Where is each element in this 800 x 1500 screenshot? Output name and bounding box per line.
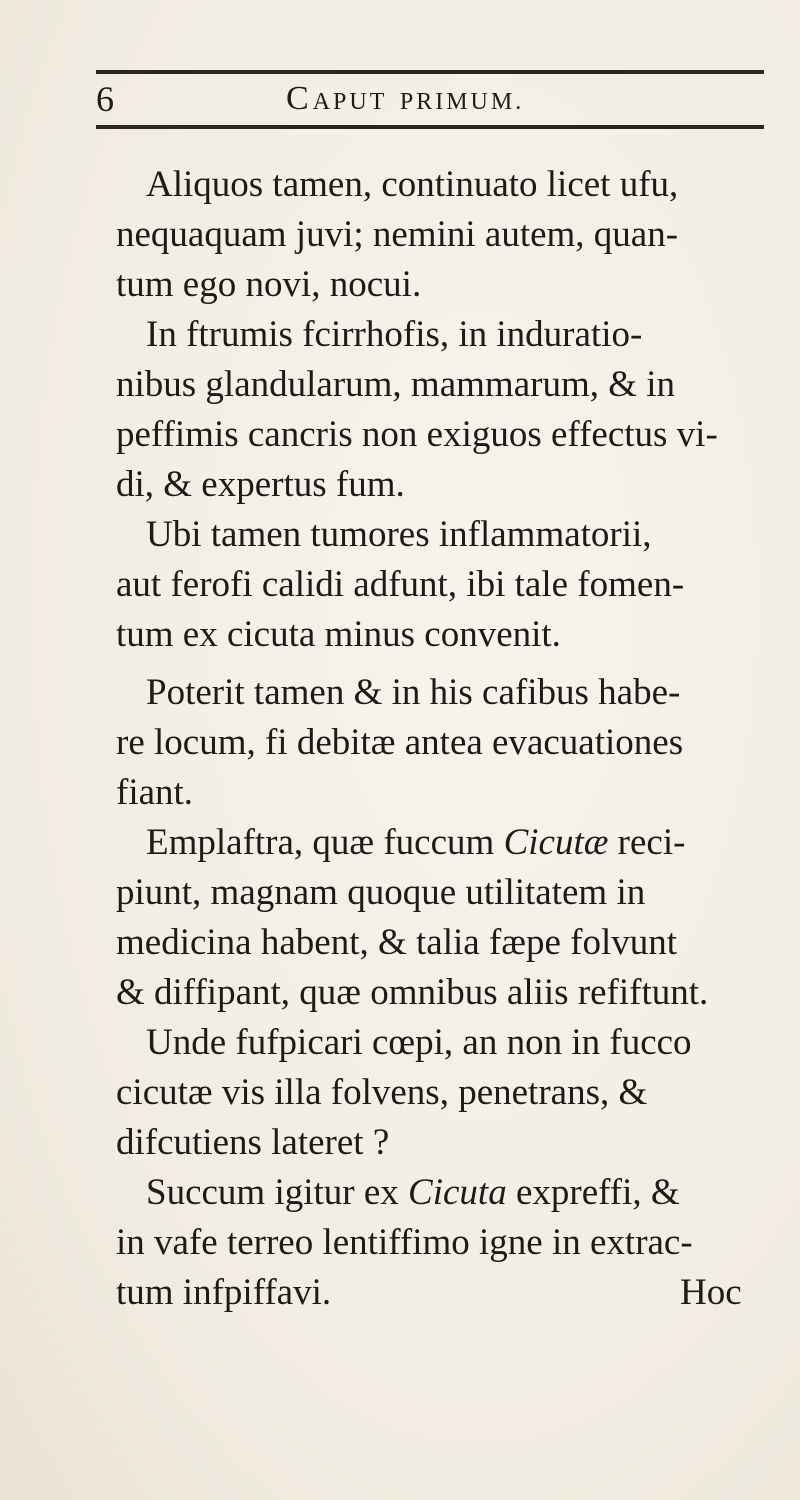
text-line: & diffipant, quæ omnibus aliis refiftunt. (116, 972, 709, 1013)
catchword: Hoc (680, 1272, 742, 1313)
text-line: tum ex cicuta minus convenit. (116, 614, 561, 655)
text-line: difcutiens lateret ? (116, 1122, 390, 1163)
text-line: di, & expertus fum. (116, 464, 405, 505)
text-line: fiant. (116, 772, 194, 813)
running-head-small: APUT (312, 89, 388, 115)
text-line (146, 818, 685, 868)
text-line (146, 1168, 680, 1218)
text-line: Aliquos tamen, continuato licet ufu, (146, 164, 679, 205)
text-line: nequaquam juvi; nemini autem, quan- (116, 214, 679, 255)
text-line: peffimis cancris non exiguos effectus vi- (116, 414, 718, 455)
text-line: Ubi tamen tumores inflammatorii, (146, 514, 652, 555)
page-header (96, 76, 764, 122)
header-rule-bottom (96, 125, 764, 129)
text-line: In ftrumis fcirrhofis, in induratio- (146, 314, 643, 355)
running-head-rest: PRIMUM. (399, 89, 525, 115)
text-line: medicina habent, & talia fæpe folvunt (116, 922, 677, 963)
text-line: piunt, magnam quoque utilitatem in (116, 872, 646, 913)
running-head (286, 76, 524, 125)
text-segment-italic: Cicuta (408, 1172, 507, 1213)
text-line: tum infpiffavi. (116, 1272, 332, 1313)
page-number: 6 (96, 79, 114, 119)
text-segment: Succum igitur ex (146, 1172, 399, 1213)
text-segment: expreffi, & (515, 1172, 680, 1213)
text-line: in vafe terreo lentiffimo igne in extrac- (116, 1222, 693, 1263)
text-line: tum ego novi, nocui. (116, 264, 422, 305)
text-line: aut ferofi calidi adfunt, ibi tale fomen- (116, 564, 685, 605)
text-line: Unde fufpicari cœpi, an non in fucco (146, 1022, 692, 1063)
text-segment: Emplaftra, quæ fuccum (146, 822, 495, 863)
running-head-initial: C (286, 80, 313, 117)
text-line: nibus glandularum, mammarum, & in (116, 364, 676, 405)
text-line: Poterit tamen & in his cafibus habe- (146, 672, 681, 713)
text-segment: reci- (617, 822, 686, 863)
header-rule-top (96, 70, 764, 74)
text-line: cicutæ vis illa folvens, penetrans, & (116, 1072, 648, 1113)
text-line: re locum, fi debitæ antea evacuationes (116, 722, 684, 763)
text-segment-italic: Cicutæ (503, 822, 609, 863)
